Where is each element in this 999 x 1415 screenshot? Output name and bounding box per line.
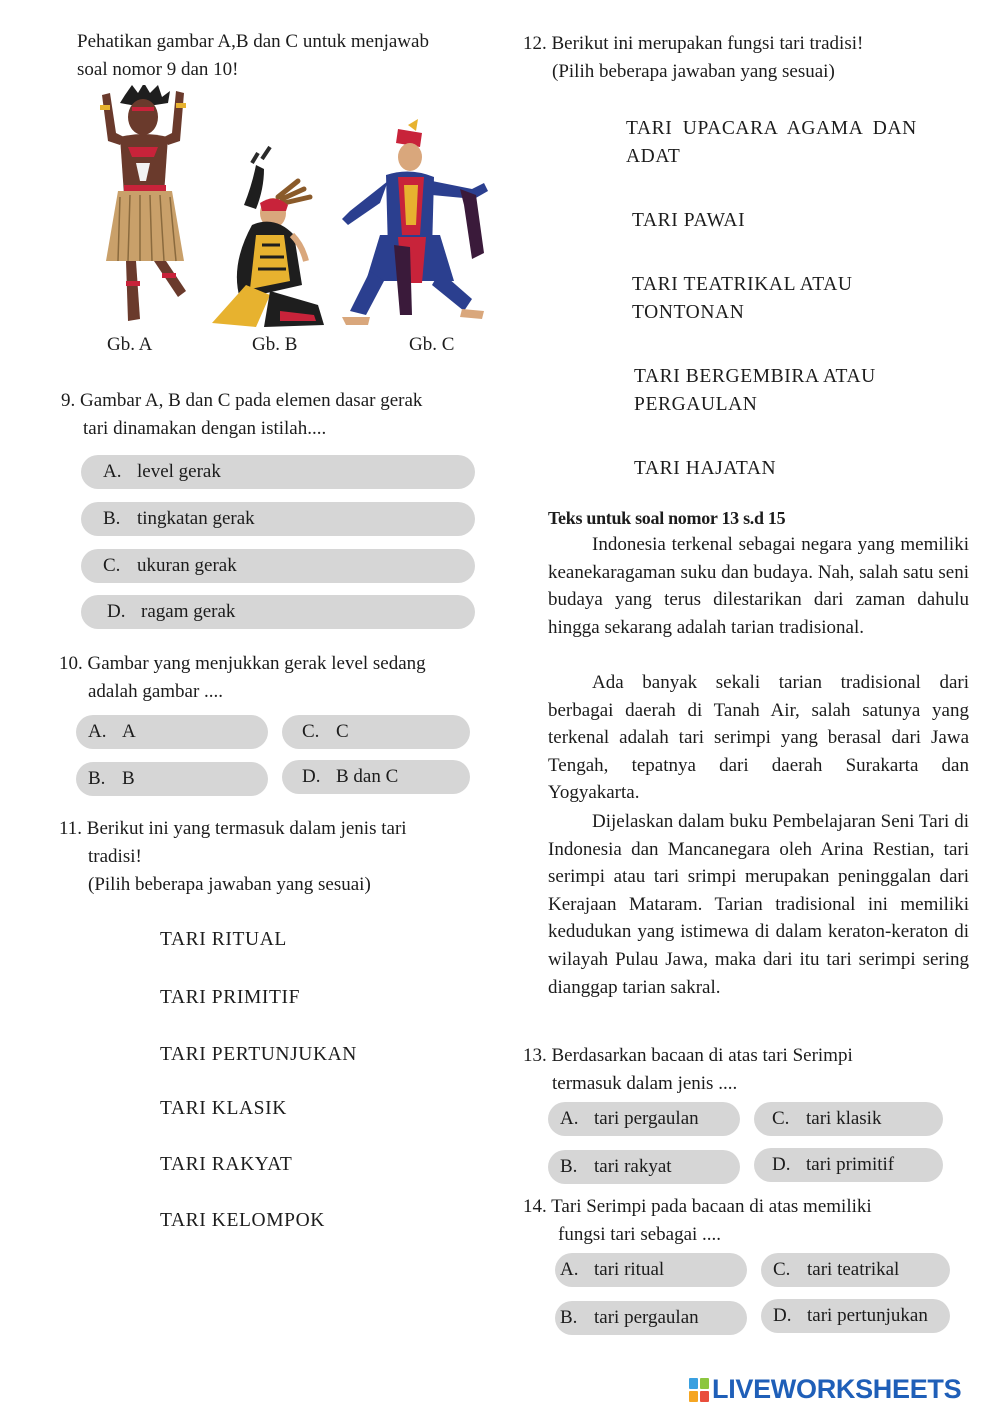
q12-choice-upacara-line-2: ADAT (626, 146, 681, 167)
caption-gb-b: Gb. B (252, 334, 298, 355)
q13-option-d-text: tari primitif (806, 1154, 895, 1175)
q11-question-line-2: tradisi! (88, 846, 142, 867)
q14-question-line-2: fungsi tari sebagai .... (558, 1224, 722, 1245)
q14-option-a-letter: A. (560, 1259, 579, 1280)
q12-choice-bergembira-line-1: TARI BERGEMBIRA ATAU (634, 366, 876, 387)
q13-option-c-text: tari klasik (806, 1108, 882, 1129)
q11-choice-kelompok[interactable]: TARI KELOMPOK (160, 1210, 325, 1231)
caption-gb-a: Gb. A (107, 334, 153, 355)
q12-choice-bergembira-line-2: PERGAULAN (634, 394, 758, 415)
q12-question-line-2: (Pilih beberapa jawaban yang sesuai) (552, 61, 835, 82)
intro-line-2: soal nomor 9 dan 10! (77, 59, 239, 80)
q13-option-b-text: tari rakyat (594, 1156, 672, 1177)
q14-option-b[interactable] (555, 1301, 747, 1335)
q9-question-line-1: 9. Gambar A, B dan C pada elemen dasar gerak (61, 390, 423, 411)
q14-option-a[interactable] (555, 1253, 747, 1287)
q12-choice-upacara[interactable] (626, 115, 956, 171)
q11-choice-ritual[interactable]: TARI RITUAL (160, 929, 287, 950)
q9-option-b-letter: B. (103, 508, 121, 529)
q9-question-line-2: tari dinamakan dengan istilah.... (83, 418, 327, 439)
caption-gb-c: Gb. C (409, 334, 455, 355)
q13-question-line-2: termasuk dalam jenis .... (552, 1073, 738, 1094)
q14-option-d[interactable] (761, 1299, 950, 1333)
q14-option-d-letter: D. (773, 1305, 792, 1326)
q10-option-d-letter: D. (302, 766, 321, 787)
q10-option-c-text: C (336, 721, 349, 742)
q14-option-c[interactable] (761, 1253, 950, 1287)
liveworksheets-logo-icon (689, 1378, 709, 1402)
dancer-a-figure (100, 85, 186, 321)
q12-choice-teatrikal[interactable] (632, 271, 853, 327)
q10-question-line-2: adalah gambar .... (88, 681, 224, 702)
q10-option-b-letter: B. (88, 768, 106, 789)
q13-option-c-letter: C. (772, 1108, 790, 1129)
q12-choice-upacara-line-1: TARI UPACARA AGAMA DAN (626, 118, 917, 139)
q12-choice-hajatan[interactable]: TARI HAJATAN (634, 458, 777, 479)
q9-option-a[interactable] (81, 455, 475, 489)
liveworksheets-brand[interactable]: LIVEWORKSHEETS (712, 1374, 962, 1404)
q12-choice-teatrikal-line-1: TARI TEATRIKAL ATAU (632, 274, 853, 295)
q11-choice-rakyat[interactable]: TARI RAKYAT (160, 1154, 293, 1175)
q9-option-a-letter: A. (103, 461, 122, 482)
dancers-illustration (80, 85, 510, 335)
q9-option-c-letter: C. (103, 555, 121, 576)
q10-option-c[interactable] (282, 715, 470, 749)
q13-option-a-text: tari pergaulan (594, 1108, 699, 1129)
q12-question-line-1: 12. Berikut ini merupakan fungsi tari tradisi! (523, 33, 864, 54)
q10-question-line-1: 10. Gambar yang menjukkan gerak level sedang (59, 653, 426, 674)
q13-option-a[interactable] (548, 1102, 740, 1136)
q14-option-a-text: tari ritual (594, 1259, 665, 1280)
q11-choice-primitif[interactable]: TARI PRIMITIF (160, 987, 301, 1008)
q10-option-a[interactable] (76, 715, 268, 749)
q10-option-d-text: B dan C (336, 766, 399, 787)
q9-option-b[interactable] (81, 502, 475, 536)
q10-option-b[interactable] (76, 762, 268, 796)
q13-question-line-1: 13. Berdasarkan bacaan di atas tari Serimpi (523, 1045, 853, 1066)
dancer-c-figure (342, 119, 488, 325)
dancer-b-figure (212, 147, 324, 327)
q9-option-c[interactable] (81, 549, 475, 583)
q10-option-d[interactable] (282, 760, 470, 794)
reading-paragraph-1: Indonesia terkenal sebagai negara yang memiliki keanekaragaman suku dan budaya. Nah, salah satu seni budaya yang terus dilestarikan dari zaman dahulu hingga sekarang adalah tarian tradisional. (548, 534, 969, 638)
q9-option-b-text: tingkatan gerak (137, 508, 255, 529)
q14-option-b-text: tari pergaulan (594, 1307, 699, 1328)
q9-option-a-text: level gerak (137, 461, 221, 482)
q13-option-a-letter: A. (560, 1108, 579, 1129)
q13-option-b-letter: B. (560, 1156, 578, 1177)
q13-option-c[interactable] (754, 1102, 943, 1136)
q14-option-b-letter: B. (560, 1307, 578, 1328)
q14-option-c-text: tari teatrikal (807, 1259, 900, 1280)
q14-option-c-letter: C. (773, 1259, 791, 1280)
reading-paragraph-2: Ada banyak sekali tarian tradisional dari berbagai daerah di Tanah Air, salah satunya yang terkenal adalah tari serimpi yang berasal dari Jawa Tengah, tepatnya dari daerah Surakarta dan Yogyakarta. (548, 672, 969, 804)
q11-question-line-1: 11. Berikut ini yang termasuk dalam jenis tari (59, 818, 407, 839)
q10-option-c-letter: C. (302, 721, 320, 742)
q12-choice-teatrikal-line-2: TONTONAN (632, 302, 745, 323)
q11-choice-klasik[interactable]: TARI KLASIK (160, 1098, 287, 1119)
q9-option-d-text: ragam gerak (141, 601, 236, 622)
reading-title: Teks untuk soal nomor 13 s.d 15 (548, 508, 786, 528)
reading-paragraph-3: Dijelaskan dalam buku Pembelajaran Seni Tari di Indonesia dan Mancanegara oleh Arina Restian, tari serimpi atau tari srimpi merupakan peninggalan dari Kerajaan Mataram. Tarian tradisional ini memiliki kedudukan yang istimewa di dalam keraton-keraton di wilayah Pulau Jawa, maka dari itu tari serimpi sering dianggap tarian sakral. (548, 811, 969, 998)
q10-option-a-letter: A. (88, 721, 107, 742)
q10-option-b-text: B (122, 768, 135, 789)
intro-line-1: Pehatikan gambar A,B dan C untuk menjawab (77, 31, 429, 52)
q11-choice-pertunjukan[interactable]: TARI PERTUNJUKAN (160, 1044, 357, 1065)
q9-option-d-letter: D. (107, 601, 126, 622)
q14-question-line-1: 14. Tari Serimpi pada bacaan di atas memiliki (523, 1196, 872, 1217)
q13-option-d-letter: D. (772, 1154, 791, 1175)
q13-option-d[interactable] (754, 1148, 943, 1182)
q9-option-c-text: ukuran gerak (137, 555, 237, 576)
q14-option-d-text: tari pertunjukan (807, 1305, 928, 1326)
q10-option-a-text: A (122, 721, 136, 742)
q11-question-line-3: (Pilih beberapa jawaban yang sesuai) (88, 874, 371, 895)
q13-option-b[interactable] (548, 1150, 740, 1184)
q9-option-d[interactable] (81, 595, 475, 629)
q12-choice-pawai[interactable]: TARI PAWAI (632, 210, 746, 231)
q12-choice-bergembira[interactable] (634, 363, 876, 419)
